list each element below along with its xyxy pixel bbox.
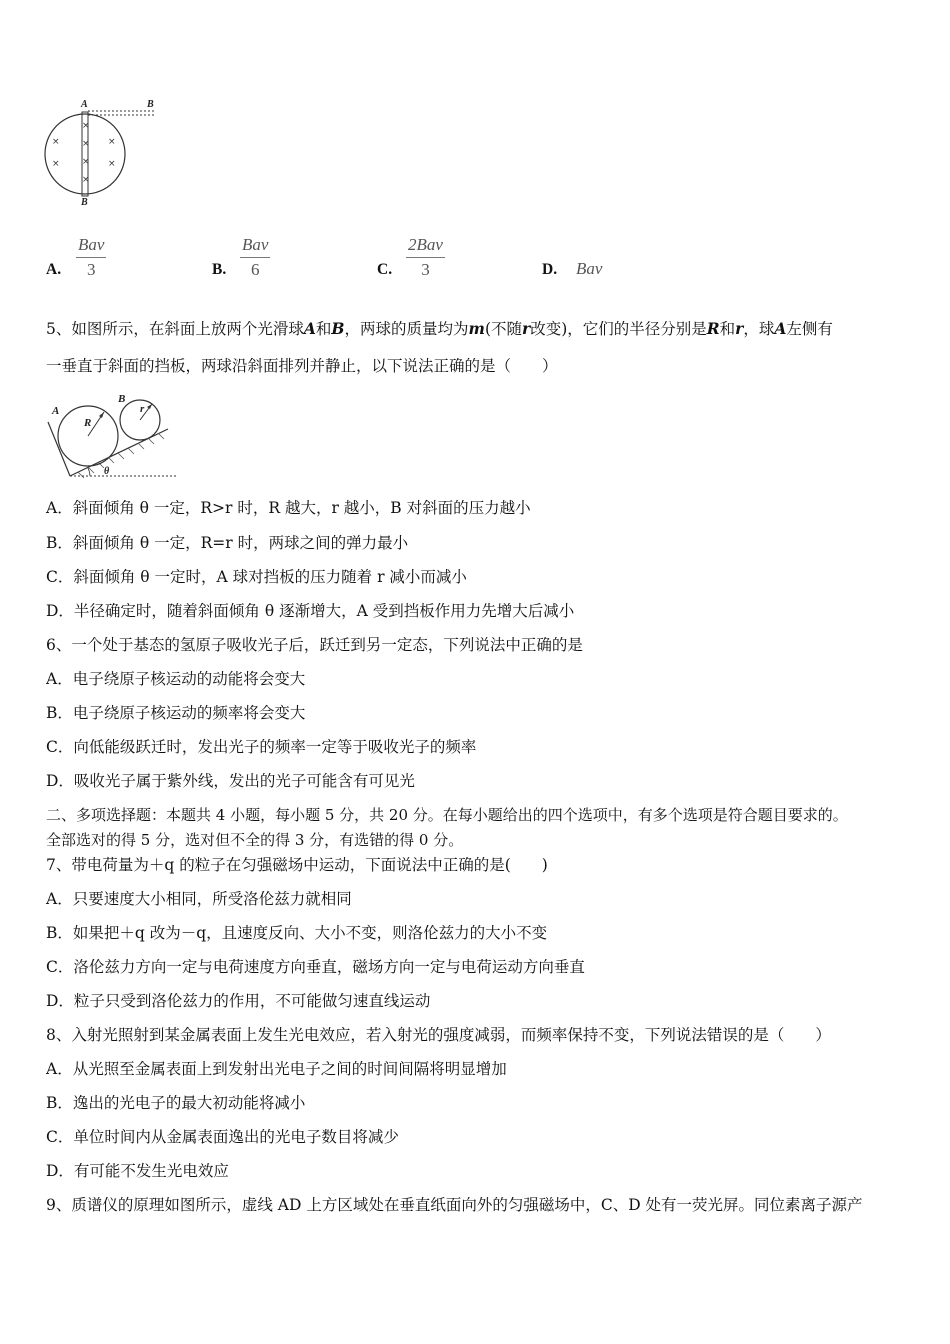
figure-circle-rod	[40, 94, 170, 209]
fig1-label-b-top: B	[147, 99, 154, 110]
q8-option-d[interactable]: D．有可能不发生光电效应	[46, 1162, 229, 1180]
q6-option-d[interactable]: D．吸收光子属于紫外线，发出的光子可能含有可见光	[46, 772, 415, 790]
q4-option-b-fraction	[240, 235, 270, 280]
q8-option-c[interactable]: C．单位时间内从金属表面逸出的光电子数目将减少	[46, 1128, 399, 1146]
figure-incline-balls	[44, 392, 184, 484]
q6-option-b[interactable]: B．电子绕原子核运动的频率将会变大	[46, 704, 306, 722]
svg-text:×: ×	[108, 137, 116, 147]
q4-option-b-den: 6	[250, 260, 260, 279]
q8-option-b[interactable]: B．逸出的光电子的最大初动能将减小	[46, 1094, 306, 1112]
q6-option-c[interactable]: C．向低能级跃迁时，发出光子的频率一定等于吸收光子的频率	[46, 738, 477, 756]
q5-stem-line2: 一垂直于斜面的挡板，两球沿斜面排列并静止，以下说法正确的是（ ）	[46, 357, 558, 375]
fig2-label-theta: θ	[104, 466, 110, 477]
fig2-label-a: A	[52, 405, 60, 417]
q4-option-a-fraction	[76, 235, 106, 280]
fig2-label-r-big: R	[84, 417, 92, 429]
fig2-label-r-small: r	[140, 403, 145, 415]
q5-option-d[interactable]: D．半径确定时，随着斜面倾角 θ 逐渐增大，A 受到挡板作用力先增大后减小	[46, 602, 575, 620]
q4-option-d-text: Bav	[576, 259, 603, 278]
q9-stem: 9、质谱仪的原理如图所示，虚线 AD 上方区域处在垂直纸面向外的匀强磁场中，C、D 处有一荧光屏。同位素离子源产	[46, 1196, 863, 1214]
q5-option-c[interactable]: C．斜面倾角 θ 一定时，A 球对挡板的压力随着 r 减小而减小	[46, 568, 467, 586]
q8-stem: 8、入射光照射到某金属表面上发生光电效应，若入射光的强度减弱，而频率保持不变，下列说法错误的是（ ）	[46, 1026, 831, 1044]
svg-text:×: ×	[52, 159, 60, 169]
q4-option-c-fraction	[406, 235, 445, 280]
q7-option-b[interactable]: B．如果把＋q 改为－q，且速度反向、大小不变，则洛伦兹力的大小不变	[46, 924, 548, 942]
q7-option-c[interactable]: C．洛伦兹力方向一定与电荷速度方向垂直，磁场方向一定与电荷运动方向垂直	[46, 958, 585, 976]
q4-option-c-num: 2Bav	[408, 235, 443, 254]
q7-stem: 7、带电荷量为＋q 的粒子在匀强磁场中运动，下面说法中正确的是( )	[46, 856, 548, 874]
q8-option-a[interactable]: A．从光照至金属表面上到发射出光电子之间的时间间隔将明显增加	[46, 1060, 507, 1078]
q4-option-b-letter[interactable]: B.	[212, 261, 227, 278]
q5-stem-line1: 5、如图所示，在斜面上放两个光滑球A和B，两球的质量均为m(不随r改变)，它们的半径分别是R和r，球A左侧有	[46, 319, 833, 338]
svg-text:×: ×	[52, 137, 60, 147]
q4-option-a-den: 3	[86, 260, 96, 279]
svg-text:×: ×	[82, 175, 90, 185]
q4-option-d-letter[interactable]: D.	[542, 261, 558, 278]
q4-option-a-num: Bav	[78, 235, 105, 254]
svg-text:×: ×	[82, 139, 90, 149]
q4-option-c-den: 3	[421, 260, 430, 279]
q7-option-a[interactable]: A．只要速度大小相同，所受洛伦兹力就相同	[46, 890, 352, 908]
q4-option-a-letter[interactable]: A.	[46, 261, 62, 278]
svg-text:×: ×	[82, 157, 90, 167]
q5-option-b[interactable]: B．斜面倾角 θ 一定，R=r 时，两球之间的弹力最小	[46, 534, 409, 552]
q5-option-a[interactable]: A．斜面倾角 θ 一定，R>r 时，R 越大，r 越小，B 对斜面的压力越小	[46, 499, 531, 517]
q4-option-b-num: Bav	[242, 235, 269, 254]
fig1-label-a: A	[81, 99, 88, 110]
section2-heading-line2: 全部选对的得 5 分，选对但不全的得 3 分，有选错的得 0 分。	[46, 831, 464, 849]
fig2-label-b: B	[118, 393, 126, 405]
q6-option-a[interactable]: A．电子绕原子核运动的动能将会变大	[46, 670, 306, 688]
q6-stem: 6、一个处于基态的氢原子吸收光子后，跃迁到另一定态，下列说法中正确的是	[46, 636, 583, 654]
q4-option-c-letter[interactable]: C.	[377, 261, 393, 278]
section2-heading-line1: 二、多项选择题：本题共 4 小题，每小题 5 分，共 20 分。在每小题给出的四个选项中，有多个选项是符合题目要求的。	[46, 806, 848, 824]
q7-option-d[interactable]: D．粒子只受到洛伦兹力的作用，不可能做匀速直线运动	[46, 992, 431, 1010]
fig1-label-b-bottom: B	[81, 197, 88, 208]
svg-text:×: ×	[82, 121, 90, 131]
svg-text:×: ×	[108, 159, 116, 169]
